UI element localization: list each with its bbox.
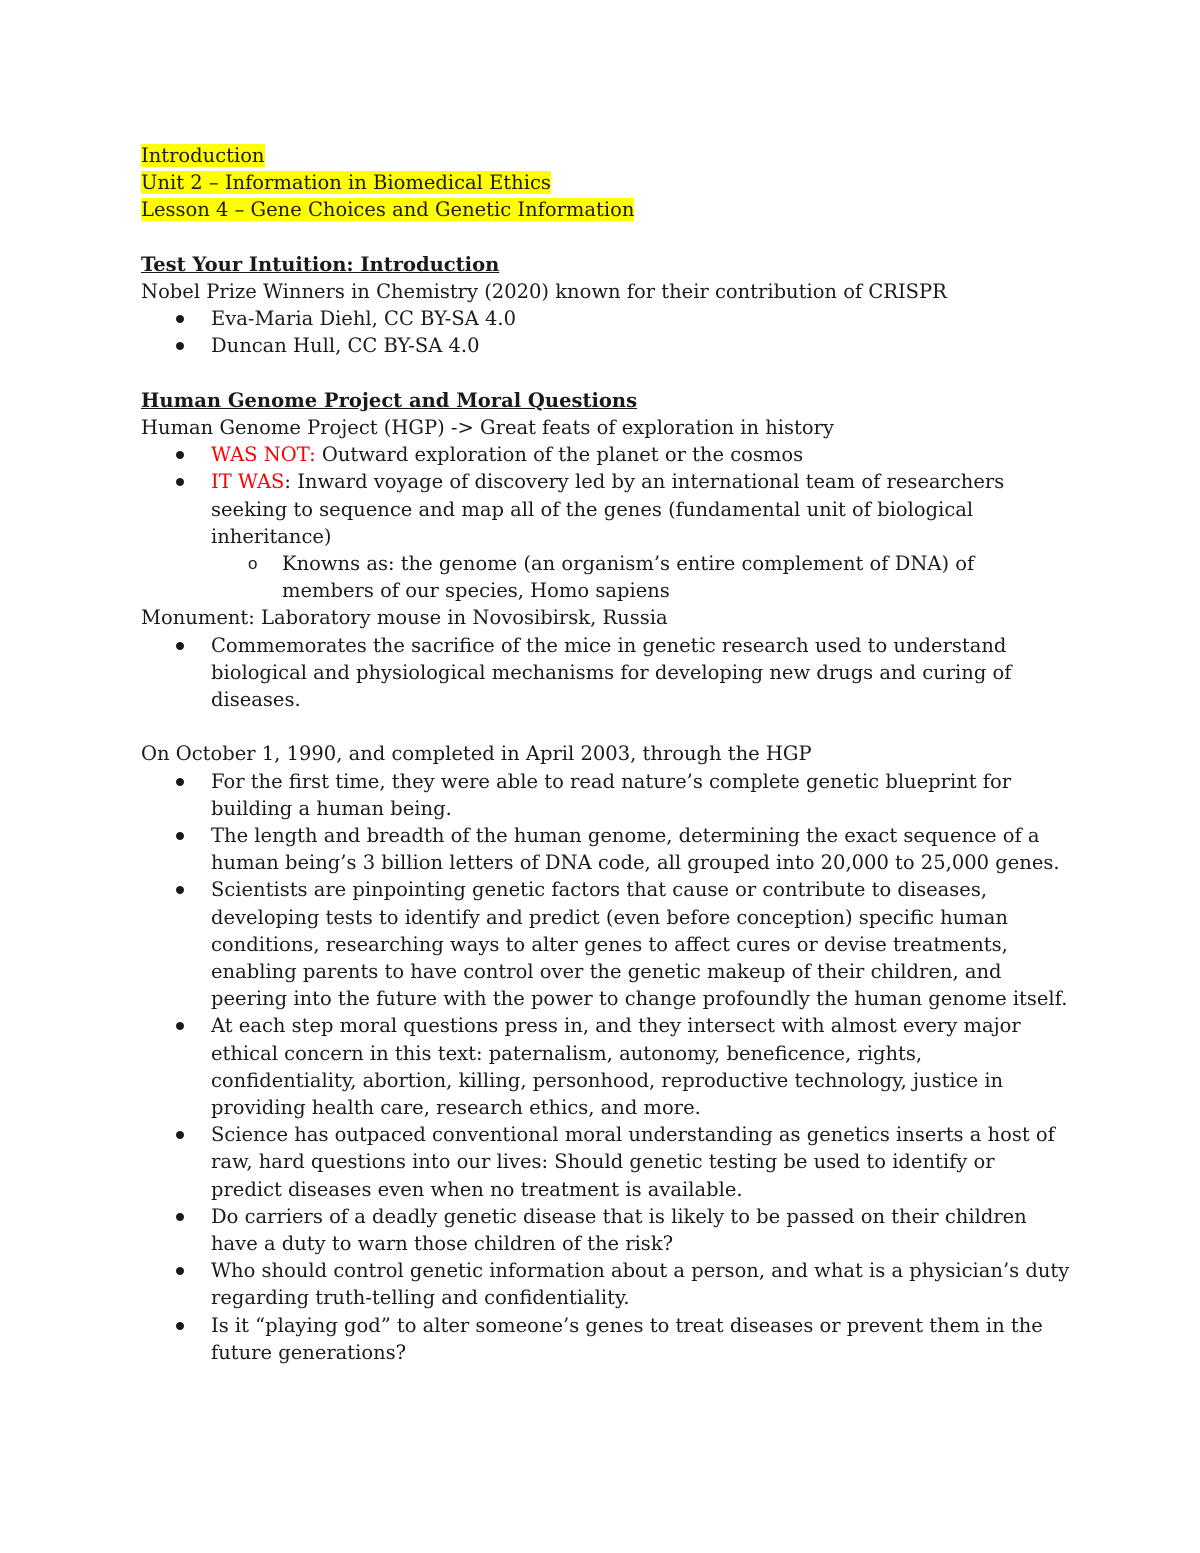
list-item: At each step moral questions press in, and they intersect with almost every major ethical concern in this text: paternalism, autonomy, beneficence, rights, confidentiality, abortion, killing, personhood, reproductive technology, justice in providing health care, research ethics, and more. [141, 1012, 1071, 1121]
spacer [141, 360, 1071, 387]
sub-list-item: o Knowns as: the genome (an organism’s entire complement of DNA) of members of our species, Homo sapiens [211, 550, 1071, 604]
hgp-points-list [141, 768, 1071, 1366]
hgp-dates-line: On October 1, 1990, and completed in April 2003, through the HGP [141, 742, 812, 766]
section-heading-hgp: Human Genome Project and Moral Questions [141, 388, 638, 412]
header-block [141, 142, 1071, 169]
list-item: Science has outpaced conventional moral understanding as genetics inserts a host of raw, hard questions into our lives: Should genetic testing be used to identify or predict diseases even when no treatment is available. [141, 1121, 1071, 1203]
section-intro-hgp: Human Genome Project (HGP) -> Great feats of exploration in history [141, 416, 834, 439]
list-item: Duncan Hull, CC BY-SA 4.0 [141, 332, 1071, 359]
header-unit: Unit 2 – Information in Biomedical Ethics [141, 171, 551, 195]
list-item-it-was [141, 468, 1071, 604]
genome-sub-list [211, 550, 1071, 604]
list-item: Is it “playing god” to alter someone’s genes to treat diseases or prevent them in the future generations? [141, 1312, 1071, 1366]
spacer [141, 713, 1071, 740]
list-item: Do carriers of a deadly genetic disease that is likely to be passed on their children have a duty to warn those children of the risk? [141, 1203, 1071, 1257]
hgp-definition-list [141, 441, 1071, 604]
document-page [141, 142, 1071, 1366]
list-item: Scientists are pinpointing genetic factors that cause or contribute to diseases, developing tests to identify and predict (even before conception) specific human conditions, researching ways to alter genes to affect cures or devise treatments, enabling parents to have control over the genetic makeup of their children, and peering into the future with the power to change profoundly the human genome itself. [141, 876, 1071, 1012]
list-item-was-not [141, 441, 1071, 468]
nobel-winners-list [141, 305, 1071, 359]
monument-list [141, 632, 1071, 714]
list-item: Who should control genetic information about a person, and what is a physician’s duty regarding truth-telling and confidentiality. [141, 1257, 1071, 1311]
was-not-label: WAS NOT: [211, 443, 316, 467]
section-intro-nobel: Nobel Prize Winners in Chemistry (2020) known for their contribution of CRISPR [141, 280, 947, 303]
spacer [141, 224, 1071, 251]
section-heading-intuition: Test Your Intuition: Introduction [141, 252, 500, 276]
list-item: The length and breadth of the human genome, determining the exact sequence of a human being’s 3 billion letters of DNA code, all grouped into 20,000 to 25,000 genes. [141, 822, 1071, 876]
it-was-text: : Inward voyage of discovery led by an international team of researchers seeking to sequence and map all of the genes (fundamental unit of biological inheritance) [211, 470, 1005, 548]
header-lesson: Lesson 4 – Gene Choices and Genetic Information [141, 198, 635, 222]
list-item: Eva-Maria Diehl, CC BY-SA 4.0 [141, 305, 1071, 332]
monument-line: Monument: Laboratory mouse in Novosibirsk, Russia [141, 606, 668, 630]
header-introduction: Introduction [141, 144, 265, 167]
list-item: Commemorates the sacrifice of the mice in genetic research used to understand biological and physiological mechanisms for developing new drugs and curing of diseases. [141, 632, 1071, 714]
it-was-label: IT WAS [211, 470, 285, 494]
list-item: For the first time, they were able to read nature’s complete genetic blueprint for building a human being. [141, 768, 1071, 822]
was-not-text: Outward exploration of the planet or the cosmos [315, 443, 804, 467]
